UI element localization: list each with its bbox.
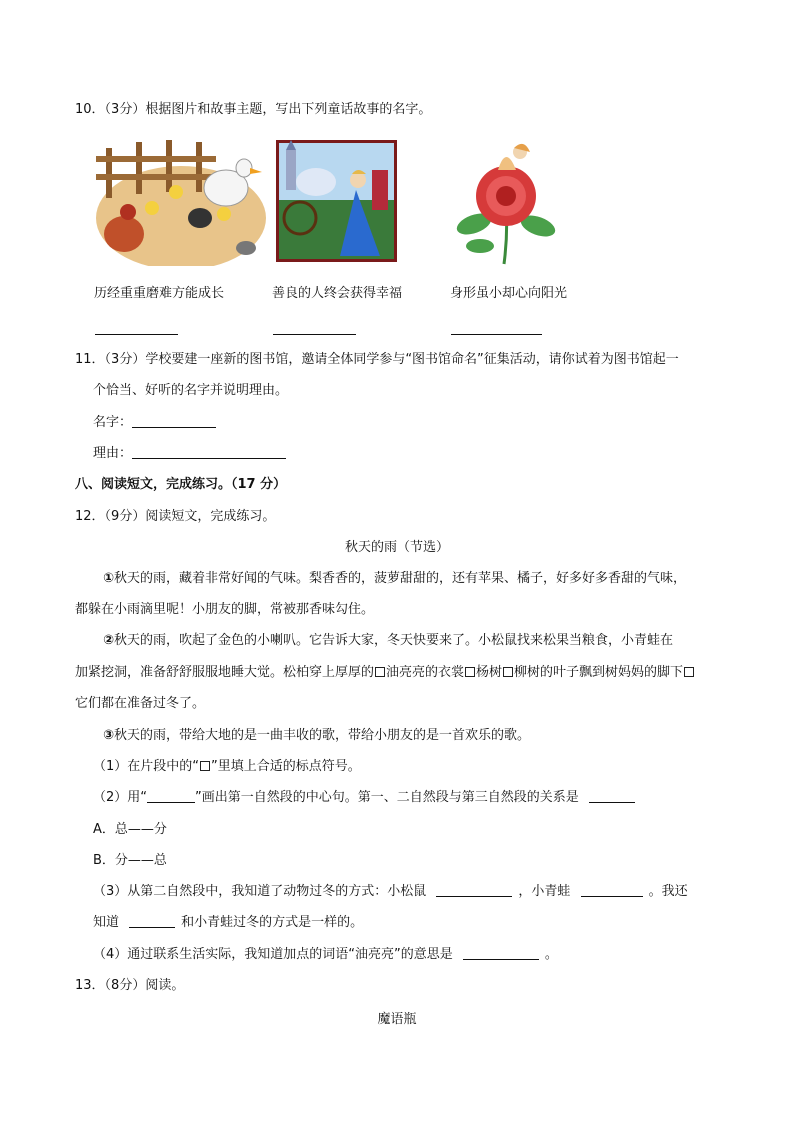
sub-question-1b: ”里填上合适的标点符号。 [211, 759, 361, 774]
relation-blank[interactable] [589, 788, 635, 803]
option-a[interactable]: A．总——分 [93, 822, 167, 837]
sub-question-2a: （2）用“ [93, 790, 148, 805]
thumbelina-picture [448, 134, 560, 266]
passage-title: 秋天的雨（节选） [344, 540, 449, 555]
punctuation-box-3[interactable] [503, 667, 513, 677]
paragraph-1-line1: 秋天的雨，藏着非常好闻的气味。梨香香的，菠萝甜甜的，还有苹果、橘子，好多好多香甜的气味， [114, 571, 687, 586]
answer-line-3[interactable] [451, 333, 542, 335]
paragraph-2-line1: 秋天的雨，吹起了金色的小喇叭。它告诉大家，冬天快要来了。小松鼠找来松果当粮食，小青蛙在 [114, 633, 674, 648]
sub-question-3d: 知道 [93, 915, 120, 930]
box-symbol [200, 761, 210, 771]
passage-title-13: 魔语瓶 [377, 1012, 417, 1027]
frog-blank[interactable] [581, 882, 643, 897]
reason-blank[interactable] [132, 444, 286, 459]
name-label: 名字： [93, 415, 133, 430]
paragraph-2-line2b: 油亮亮的衣裳 [386, 665, 465, 680]
reason-label: 理由： [93, 446, 133, 461]
sub-question-3a: （3）从第二自然段中，我知道了动物过冬的方式：小松鼠 [93, 884, 427, 899]
section-8-heading: 八、阅读短文，完成练习。（17 分） [75, 477, 287, 492]
sub-question-1a: （1）在片段中的“ [93, 759, 200, 774]
question-11-line1: 11．（3分）学校要建一座新的图书馆，邀请全体同学参与“图书馆命名”征集活动，请你试着为图书馆起一 [75, 352, 679, 367]
answer-line-2[interactable] [273, 333, 356, 335]
sub-question-3c: 。我还 [648, 884, 688, 899]
paragraph-3-line1: 秋天的雨，带给大地的是一曲丰收的歌，带给小朋友的是一首欢乐的歌。 [114, 728, 531, 743]
caption-3: 身形虽小却心向阳光 [450, 286, 568, 301]
name-blank[interactable] [132, 413, 216, 428]
punctuation-box-4[interactable] [684, 667, 694, 677]
sub-question-4a: （4）通过联系生活实际，我知道加点的词语“油亮亮”的意思是 [93, 947, 453, 962]
option-b[interactable]: B．分——总 [93, 853, 167, 868]
paragraph-2-line3: 它们都在准备过冬了。 [75, 696, 206, 711]
ugly-duckling-picture [96, 138, 266, 266]
question-10-title: 10．（3分）根据图片和故事主题，写出下列童话故事的名字。 [75, 102, 432, 117]
animal-blank[interactable] [129, 913, 175, 928]
paragraph-3-mark: ③ [103, 728, 115, 743]
sub-question-3b: ，小青蛙 [518, 884, 571, 899]
question-13-title: 13．（8分）阅读。 [75, 978, 185, 993]
squirrel-blank[interactable] [436, 882, 512, 897]
answer-line-1[interactable] [95, 333, 178, 335]
question-12-title: 12．（9分）阅读短文，完成练习。 [75, 509, 276, 524]
paragraph-2-line2d: 柳树的叶子飘到树妈妈的脚下 [514, 665, 684, 680]
question-11-line2: 个恰当、好听的名字并说明理由。 [93, 383, 289, 398]
paragraph-1-line2: 都躲在小雨滴里呢！小朋友的脚，常被那香味勾住。 [75, 602, 375, 617]
paragraph-1-mark: ① [103, 571, 115, 586]
meaning-blank[interactable] [463, 945, 539, 960]
caption-2: 善良的人终会获得幸福 [272, 286, 403, 301]
paragraph-2-line2c: 杨树 [476, 665, 503, 680]
punctuation-box-1[interactable] [375, 667, 385, 677]
caption-1: 历经重重磨难方能成长 [94, 286, 225, 301]
punctuation-box-2[interactable] [465, 667, 475, 677]
paragraph-2-line2a: 加紧挖洞，准备舒舒服服地睡大觉。松柏穿上厚厚的 [75, 665, 375, 680]
underline-sample [147, 788, 195, 803]
sub-question-4b: 。 [544, 947, 558, 962]
sub-question-3e: 和小青蛙过冬的方式是一样的。 [181, 915, 364, 930]
cinderella-picture [276, 140, 397, 262]
sub-question-2b: ”画出第一自然段的中心句。第一、二自然段与第三自然段的关系是 [195, 790, 579, 805]
paragraph-2-mark: ② [103, 633, 115, 648]
